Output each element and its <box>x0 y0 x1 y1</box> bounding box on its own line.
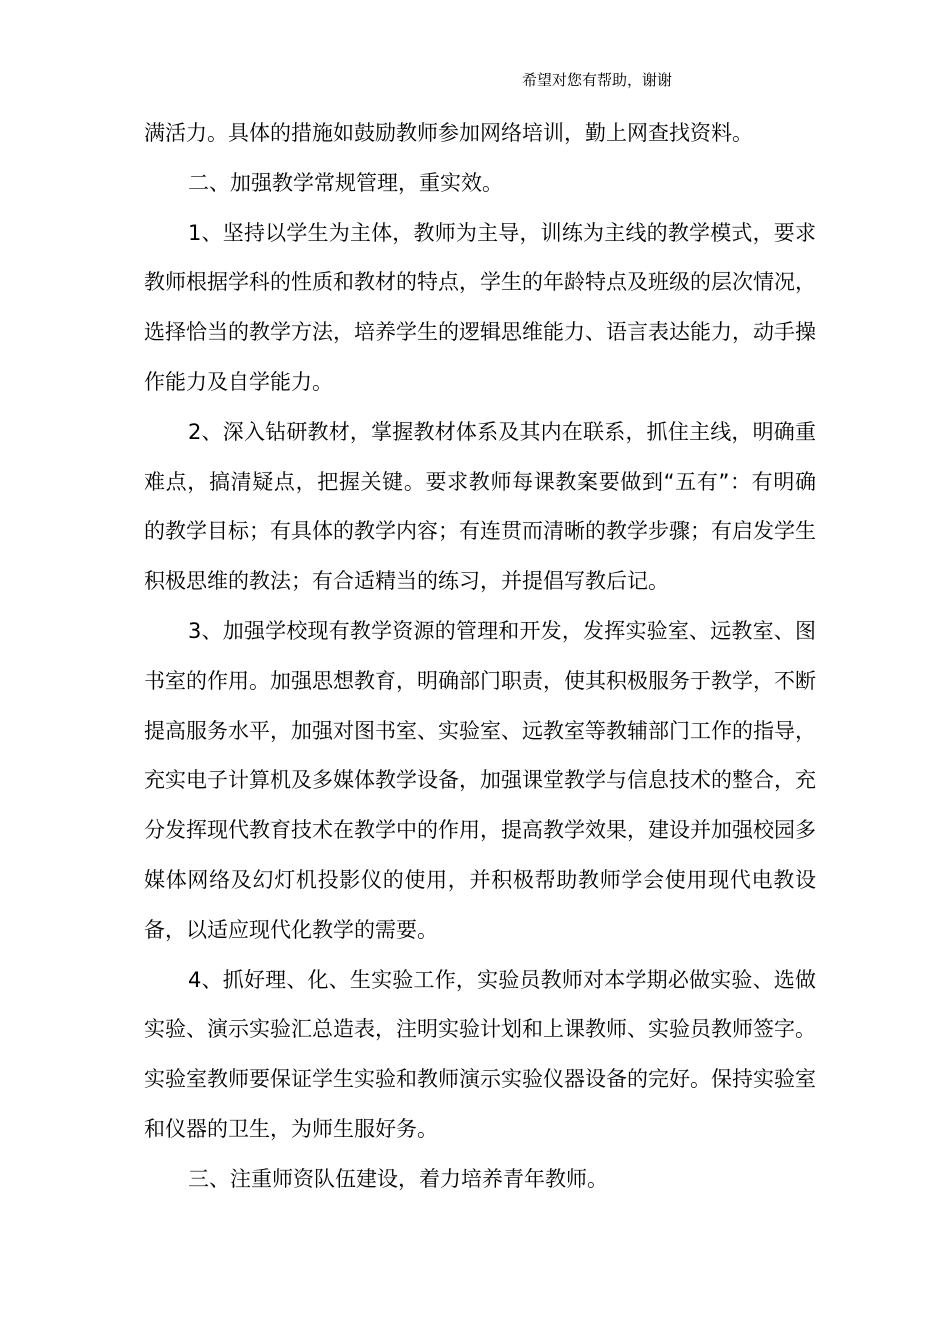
section-heading-3: 三、注重师资队伍建设，着力培养青年教师。 <box>188 1166 608 1191</box>
section-heading-2: 二、加强教学常规管理，重实效。 <box>188 170 503 195</box>
document-body <box>144 109 816 1205</box>
paragraph-continuation: 满活力。具体的措施如鼓励教师参加网络培训，勤上网查找资料。 <box>144 121 753 145</box>
paragraph-item-3: 3、加强学校现有教学资源的管理和开发，发挥实验室、远教室、图书室的作用。加强思想教育，明确部门职责，使其积极服务于教学，不断提高服务水平，加强对图书室、实验室、远教室等教辅部门工作的指导，充实电子计算机及多媒体教学设备，加强课堂教学与信息技术的整合，充分发挥现代教育技术在教学中的作用，提高教学效果，建设并加强校园多媒体网络及幻灯机投影仪的使用，并积极帮助教师学会使用现代电教设备，以适应现代化教学的需要。 <box>144 618 816 942</box>
header-note: 希望对您有帮助，谢谢 <box>522 71 673 89</box>
paragraph-item-2: 2、深入钻研教材，掌握教材体系及其内在联系，抓住主线，明确重难点，搞清疑点，把握关键。要求教师每课教案要做到“五有”：有明确的教学目标；有具体的教学内容；有连贯而清晰的教学步骤；有启发学生积极思维的教法；有合适精当的练习，并提倡写教后记。 <box>144 419 816 594</box>
paragraph-item-1: 1、坚持以学生为主体，教师为主导，训练为主线的教学模式，要求教师根据学科的性质和教材的特点，学生的年龄特点及班级的层次情况，选择恰当的教学方法，培养学生的逻辑思维能力、语言表达能力，动手操作能力及自学能力。 <box>144 220 816 394</box>
paragraph-item-4: 4、抓好理、化、生实验工作，实验员教师对本学期必做实验、选做实验、演示实验汇总造表，注明实验计划和上课教师、实验员教师签字。实验室教师要保证学生实验和教师演示实验仪器设备的完好。保持实验室和仪器的卫生，为师生服好务。 <box>144 967 816 1141</box>
